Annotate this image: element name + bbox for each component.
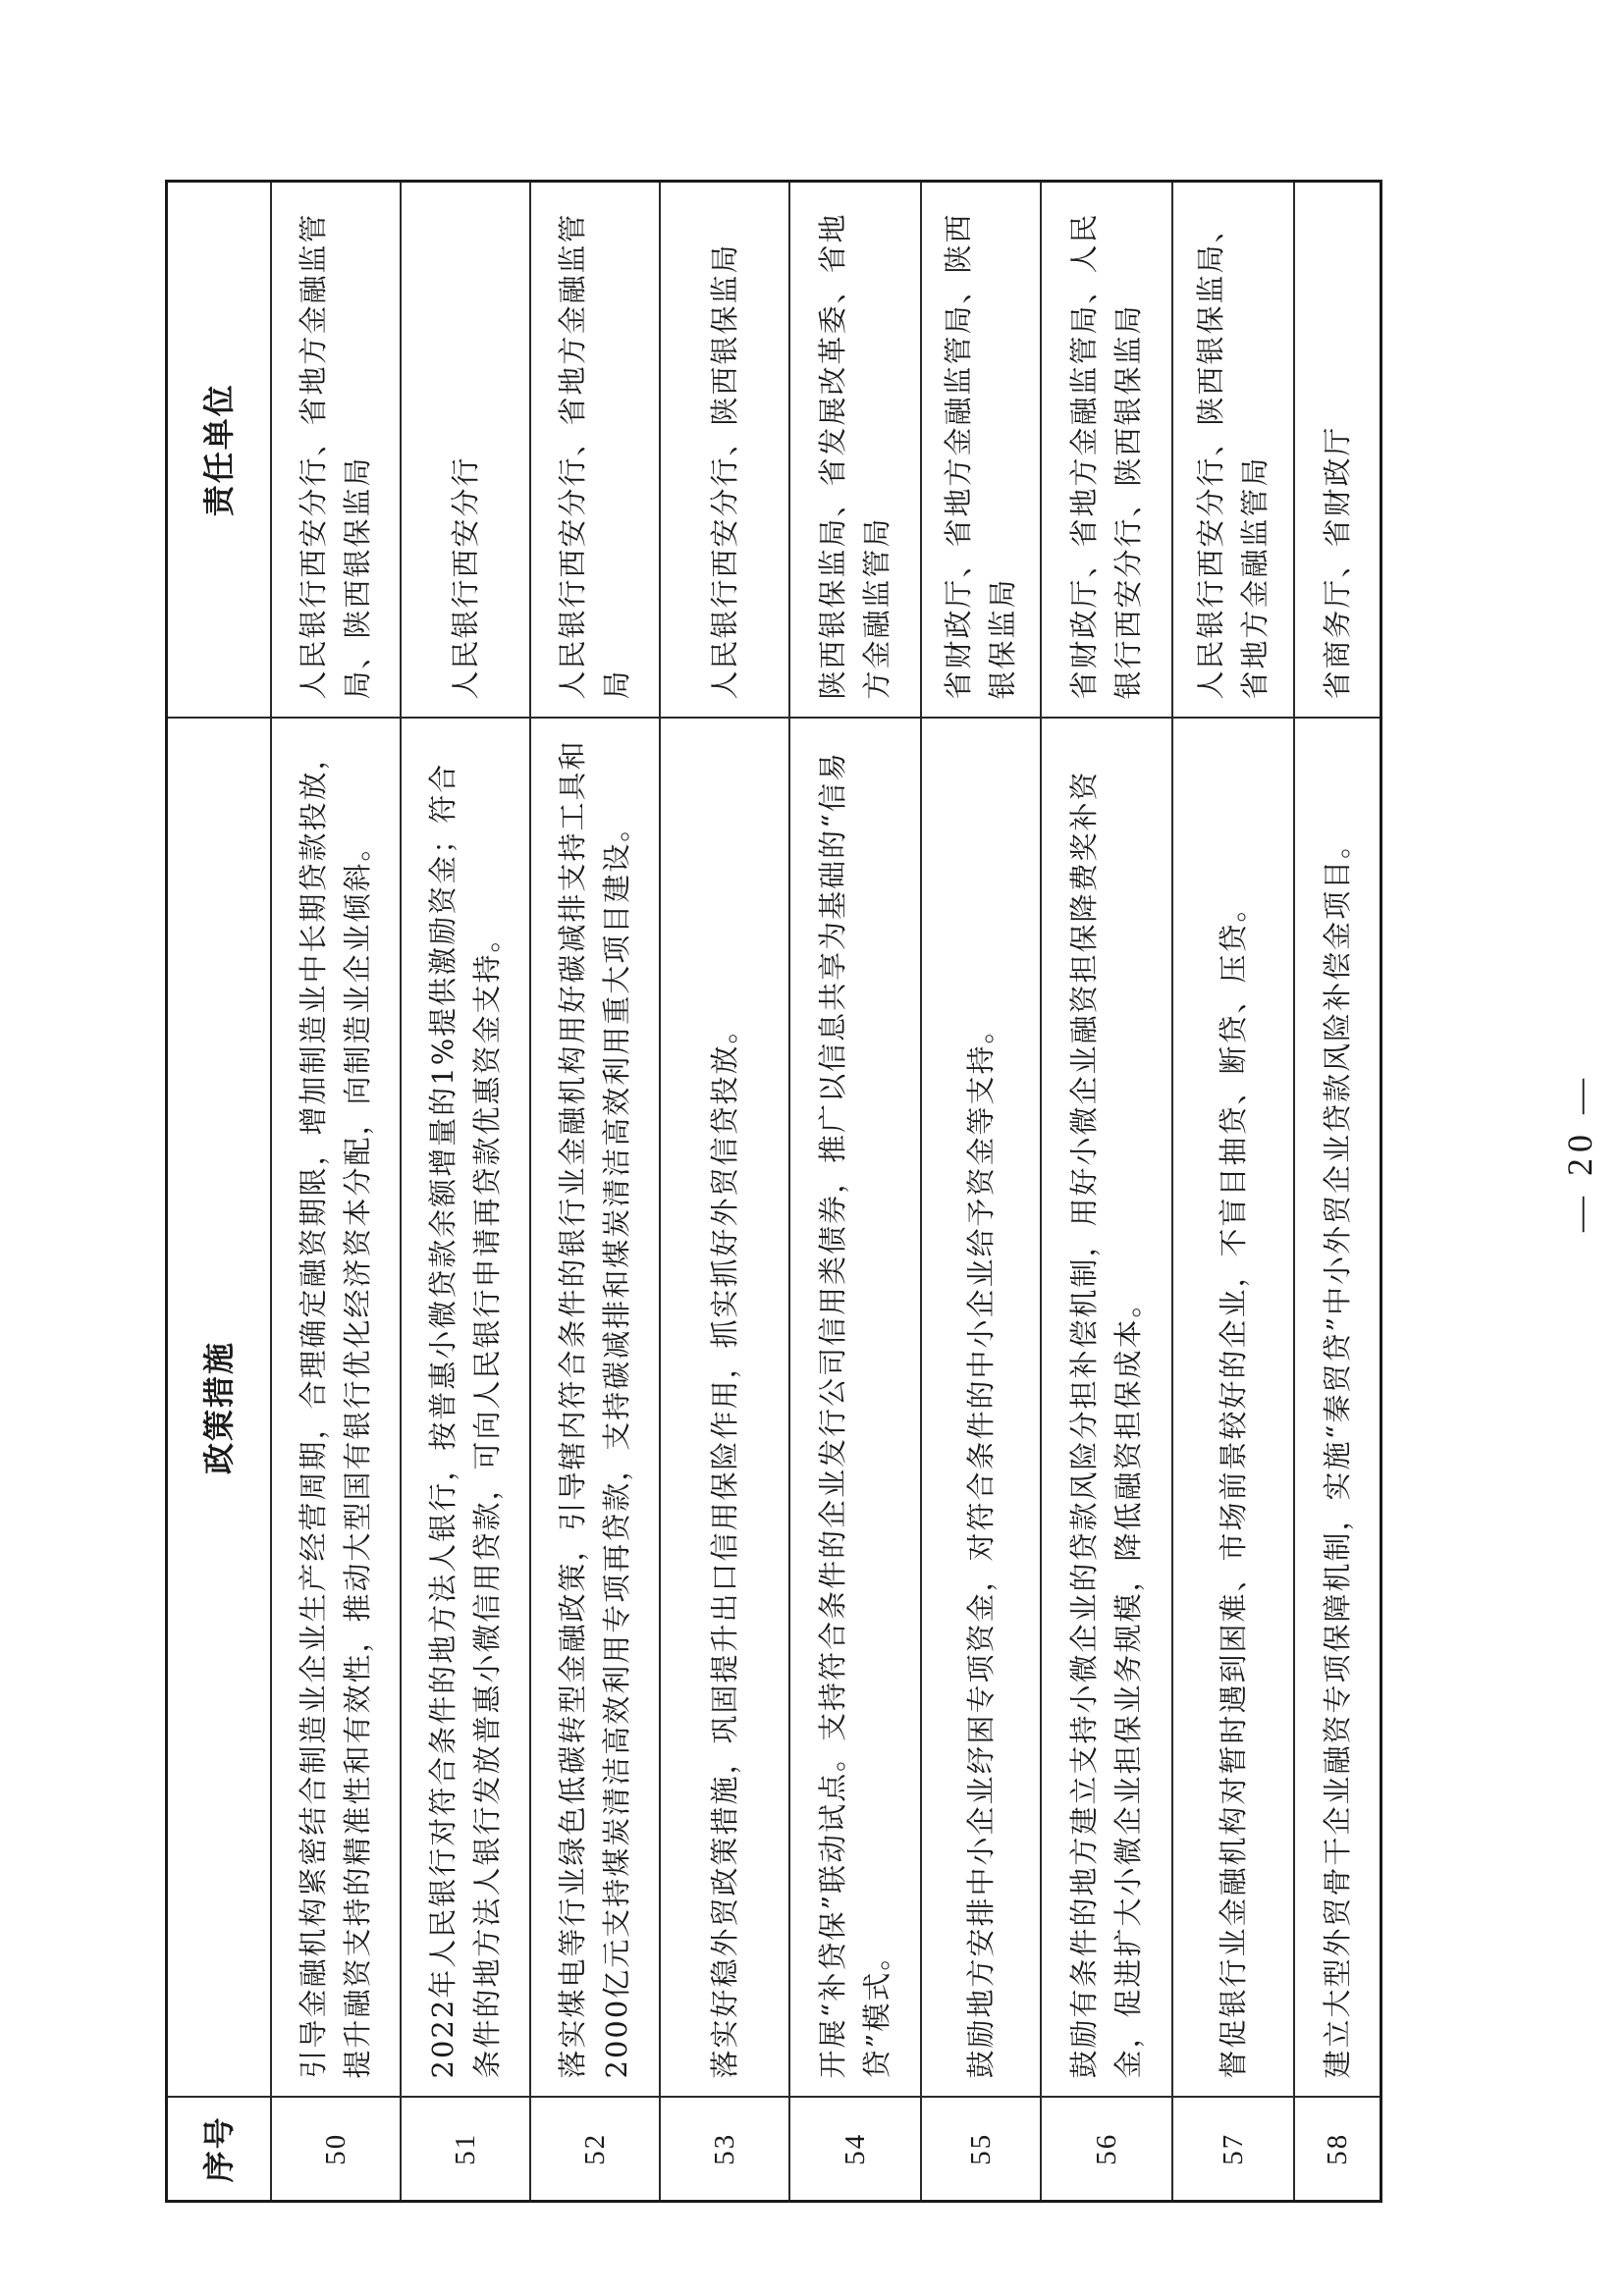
row-number: 57 — [1172, 2098, 1294, 2202]
policy-measure-cell: 督促银行业金融机构对暂时遇到困难、市场前景较好的企业，不盲目抽贷、断贷、压贷。 — [1172, 719, 1294, 2098]
policy-measure-cell: 鼓励地方安排中小企业纾困专项资金，对符合条件的中小企业给予资金等支持。 — [921, 719, 1041, 2098]
table-row — [921, 182, 1041, 2202]
responsible-unit-cell: 人民银行西安分行、省地方金融监管局、陕西银保监局 — [271, 182, 401, 719]
policy-measure-cell: 2022年人民银行对符合条件的地方法人银行，按普惠小微贷款余额增量的1%提供激励资金；符合条件的地方法人银行发放普惠小微信用贷款，可向人民银行申请再贷款优惠资金支持。 — [401, 719, 530, 2098]
responsible-unit-cell: 人民银行西安分行、陕西银保监局、省地方金融监管局 — [1172, 182, 1294, 719]
table-header-row — [167, 182, 272, 2202]
table-row — [660, 182, 789, 2202]
header-responsible-unit: 责任单位 — [167, 182, 272, 719]
row-number: 50 — [271, 2098, 401, 2202]
responsible-unit-cell: 陕西银保监局、省发展改革委、省地方金融监管局 — [789, 182, 921, 719]
policy-measure-cell: 引导金融机构紧密结合制造业企业生产经营周期，合理确定融资期限，增加制造业中长期贷款投放，提升融资支持的精准性和有效性，推动大型国有银行优化经济资本分配，向制造业企业倾斜。 — [271, 719, 401, 2098]
row-number: 55 — [921, 2098, 1041, 2202]
policy-measure-cell: 开展“补贷保”联动试点。支持符合条件的企业发行公司信用类债券，推广以信息共享为基础的“信易贷”模式。 — [789, 719, 921, 2098]
table-row — [1172, 182, 1294, 2202]
responsible-unit-cell: 省商务厅、省财政厅 — [1294, 182, 1381, 719]
row-number: 58 — [1294, 2098, 1381, 2202]
table-row — [1041, 182, 1172, 2202]
row-number: 56 — [1041, 2098, 1172, 2202]
row-number: 52 — [530, 2098, 660, 2202]
row-number: 54 — [789, 2098, 921, 2202]
table-row — [530, 182, 660, 2202]
table-row — [1294, 182, 1381, 2202]
policy-measure-cell: 鼓励有条件的地方建立支持小微企业的贷款风险分担补偿机制，用好小微企业融资担保降费奖补资金，促进扩大小微企业担保业务规模，降低融资担保成本。 — [1041, 719, 1172, 2098]
policy-table — [165, 180, 1382, 2203]
table-row — [271, 182, 401, 2202]
policy-measure-cell: 建立大型外贸骨干企业融资专项保障机制，实施“秦贸贷”中小外贸企业贷款风险补偿金项目。 — [1294, 719, 1381, 2098]
table-row — [401, 182, 530, 2202]
row-number: 51 — [401, 2098, 530, 2202]
responsible-unit-cell: 省财政厅、省地方金融监管局、人民银行西安分行、陕西银保监局 — [1041, 182, 1172, 719]
responsible-unit-cell: 人民银行西安分行、省地方金融监管局 — [530, 182, 660, 719]
row-number: 53 — [660, 2098, 789, 2202]
header-policy-measure: 政策措施 — [167, 719, 272, 2098]
page-number: — 20 — — [1560, 1073, 1599, 1232]
policy-measure-cell: 落实好稳外贸政策措施，巩固提升出口信用保险作用，抓实抓好外贸信贷投放。 — [660, 719, 789, 2098]
responsible-unit-cell: 人民银行西安分行 — [401, 182, 530, 719]
responsible-unit-cell: 省财政厅、省地方金融监管局、陕西银保监局 — [921, 182, 1041, 719]
policy-measure-cell: 落实煤电等行业绿色低碳转型金融政策，引导辖内符合条件的银行业金融机构用好碳减排支持工具和2000亿元支持煤炭清洁高效利用专项再贷款，支持碳减排和煤炭清洁高效利用重大项目建设。 — [530, 719, 660, 2098]
responsible-unit-cell: 人民银行西安分行、陕西银保监局 — [660, 182, 789, 719]
table-row — [789, 182, 921, 2202]
header-number: 序号 — [167, 2098, 272, 2202]
